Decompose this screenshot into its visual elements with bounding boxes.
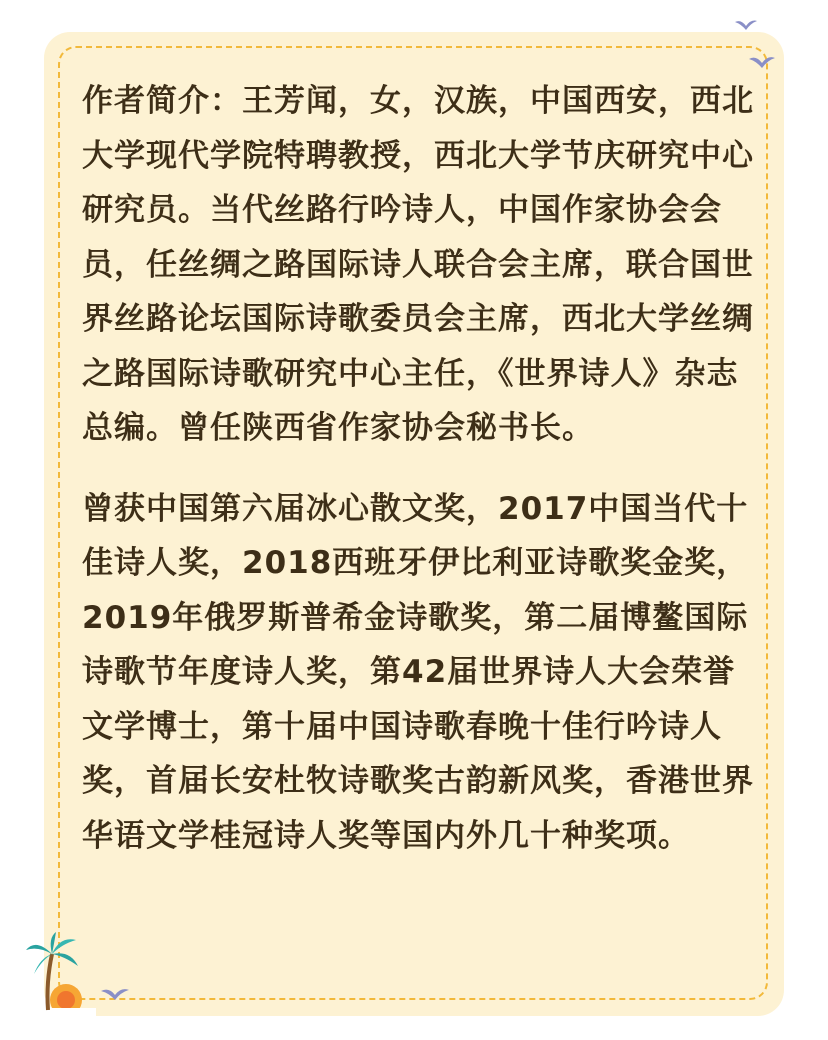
bird-icon xyxy=(734,18,758,32)
bio-text xyxy=(82,74,754,863)
bird-icon xyxy=(748,54,776,70)
bio-paragraph-intro: 作者简介：王芳闻，女，汉族，中国西安，西北大学现代学院特聘教授，西北大学节庆研究中心研究员。当代丝路行吟诗人，中国作家协会会员，任丝绸之路国际诗人联合会主席，联合国世界丝路论坛国际诗歌委员会主席，西北大学丝绸之路国际诗歌研究中心主任，《世界诗人》杂志总编。曾任陕西省作家协会秘书长。 xyxy=(82,83,754,446)
bird-icon xyxy=(100,986,130,1002)
palm-tree-sun-icon xyxy=(26,932,96,1018)
bio-paragraph-awards: 曾获中国第六届冰心散文奖，2017中国当代十佳诗人奖，2018西班牙伊比利亚诗歌奖金奖，2019年俄罗斯普希金诗歌奖，第二届博鳌国际诗歌节年度诗人奖，第42届世界诗人大会荣誉文学博士，第十届中国诗歌春晚十佳行吟诗人奖，首届长安杜牧诗歌奖古韵新风奖，香港世界华语文学桂冠诗人奖等国内外几十种奖项。 xyxy=(82,490,754,854)
